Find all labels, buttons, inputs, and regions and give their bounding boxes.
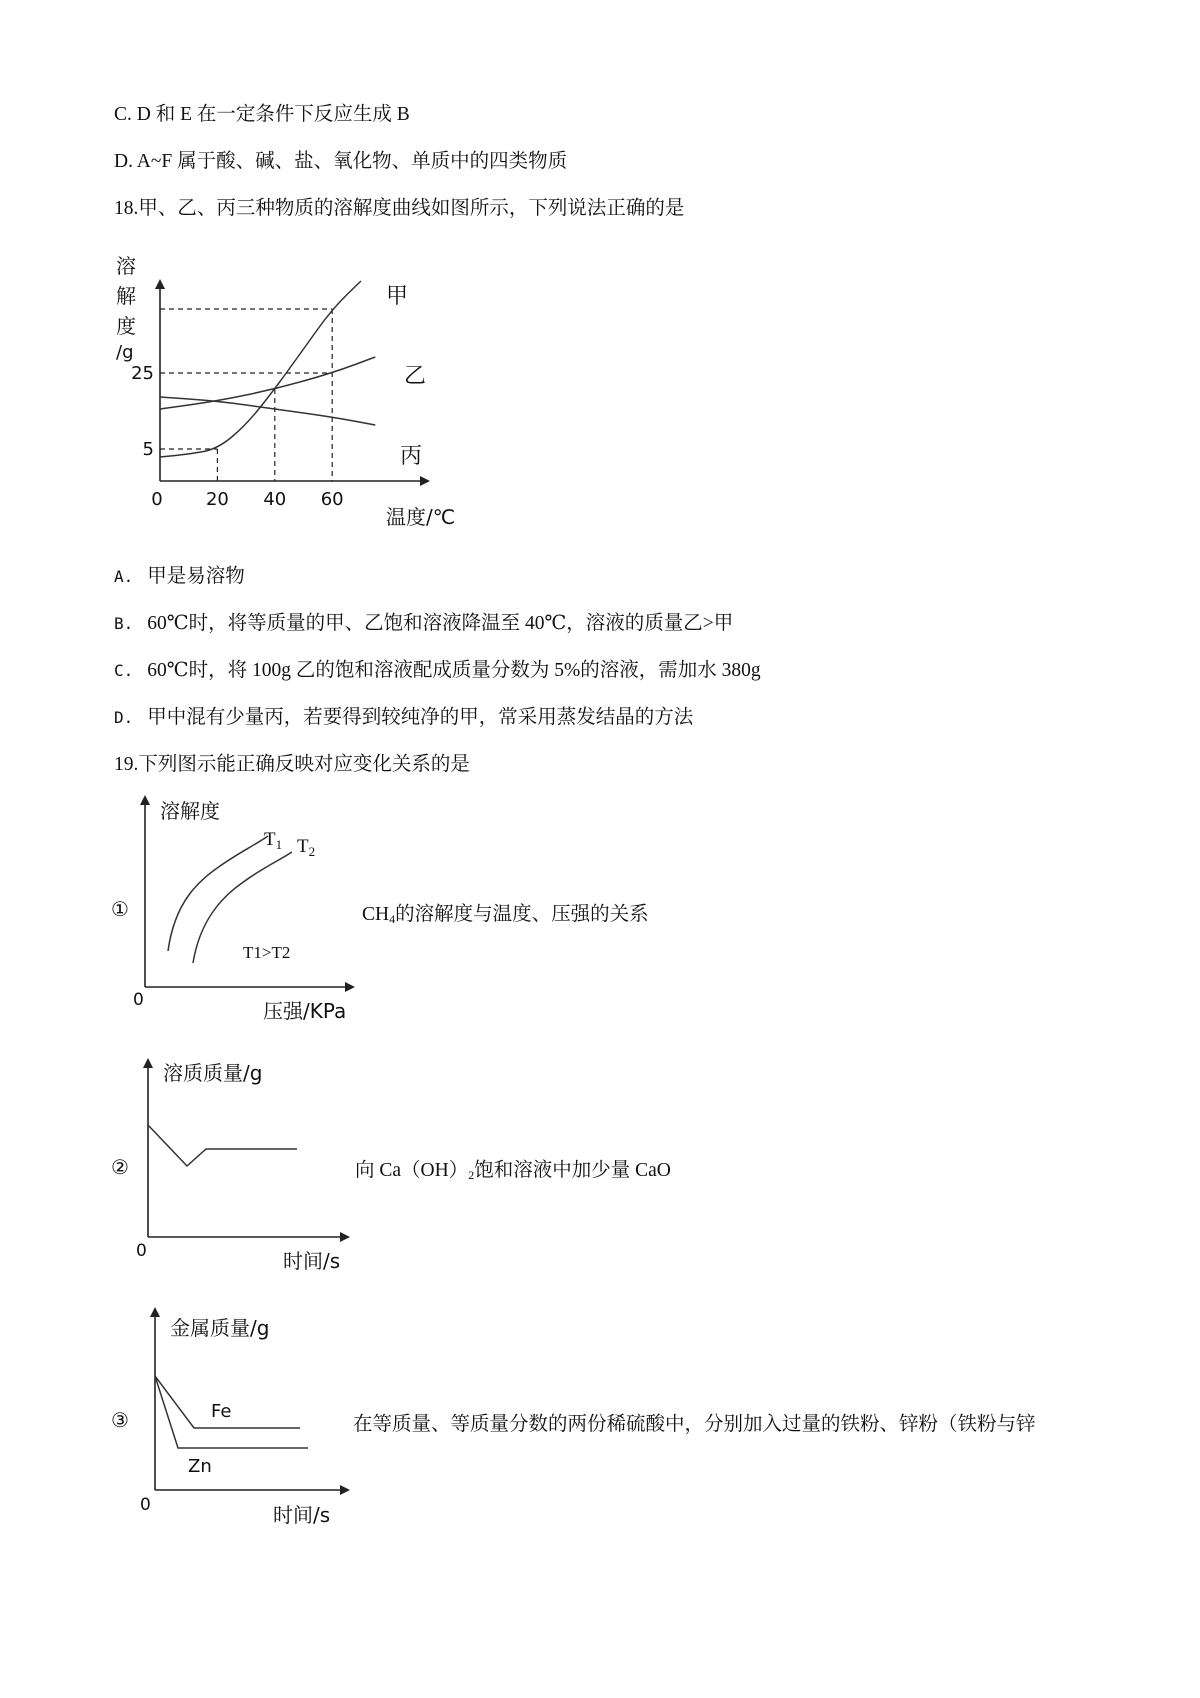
fig1-ylabel: 溶解度 bbox=[160, 799, 220, 823]
q18-xlabel: 温度/℃ bbox=[386, 505, 456, 529]
q18-xtick-20: 20 bbox=[205, 489, 229, 510]
q18-option-d-text: 甲中混有少量丙，若要得到较纯净的甲，常采用蒸发结晶的方法 bbox=[147, 707, 694, 728]
q18-ylabel-1: 溶 bbox=[116, 254, 136, 278]
q18-label-yi: 乙 bbox=[404, 364, 427, 389]
q18-option-c-text: 60℃时，将 100g 乙的饱和溶液配成质量分数为 5%的溶液，需加水 380g bbox=[147, 660, 761, 681]
fig1-label-t2: $T_2$ bbox=[297, 836, 316, 859]
question-19-stem: 19.下列图示能正确反映对应变化关系的是 bbox=[114, 754, 470, 775]
q18-option-c-label: C. bbox=[114, 661, 134, 680]
q18-label-bing: 丙 bbox=[400, 444, 423, 469]
q19-caption-1-pre: CH bbox=[362, 904, 390, 925]
q19-caption-1-sub: 4 bbox=[389, 912, 396, 926]
q18-label-jia: 甲 bbox=[386, 284, 409, 309]
q19-caption-3: 在等质量、等质量分数的两份稀硫酸中，分别加入过量的铁粉、锌粉（铁粉与锌 bbox=[353, 1414, 1036, 1435]
q18-option-a-text: 甲是易溶物 bbox=[147, 566, 245, 587]
q18-xtick-60: 60 bbox=[320, 489, 344, 510]
fig1-origin: 0 bbox=[133, 990, 144, 1010]
q18-xtick-0: 0 bbox=[151, 489, 163, 510]
q19-caption-2-post: 饱和溶液中加少量 CaO bbox=[474, 1160, 671, 1181]
question-18-stem: 18.甲、乙、丙三种物质的溶解度曲线如图所示，下列说法正确的是 bbox=[114, 198, 685, 219]
q18-ylabel-2: 解 bbox=[116, 284, 136, 308]
q18-option-d-label: D. bbox=[114, 708, 134, 727]
q18-option-b-label: B. bbox=[114, 614, 134, 633]
q19-caption-2-pre: 向 Ca（OH） bbox=[355, 1160, 469, 1181]
q19-marker-3: ③ bbox=[111, 1408, 129, 1432]
q18-ytick-5: 5 bbox=[142, 439, 154, 460]
fig2-ylabel: 溶质质量/g bbox=[163, 1061, 263, 1085]
fig3-label-zn: Zn bbox=[188, 1456, 212, 1477]
fig3-origin: 0 bbox=[140, 1495, 151, 1515]
q18-ytick-25: 25 bbox=[131, 363, 154, 384]
q17-option-c: C. D 和 E 在一定条件下反应生成 B bbox=[114, 104, 410, 125]
q18-ylabel-3: 度 bbox=[116, 314, 136, 338]
q18-ylabel-4: /g bbox=[116, 342, 134, 363]
fig1-annotation: T1>T2 bbox=[243, 943, 291, 962]
q19-marker-1: ① bbox=[111, 897, 129, 921]
q18-option-b-text: 60℃时，将等质量的甲、乙饱和溶液降温至 40℃，溶液的质量乙>甲 bbox=[147, 613, 734, 634]
q17-option-d: D. A~F 属于酸、碱、盐、氧化物、单质中的四类物质 bbox=[114, 151, 568, 172]
q19-marker-2: ② bbox=[111, 1155, 129, 1179]
q19-caption-1-post: 的溶解度与温度、压强的关系 bbox=[395, 904, 649, 925]
fig3-curve-zn bbox=[155, 1376, 308, 1448]
fig2-origin: 0 bbox=[136, 1241, 147, 1261]
fig1-label-t1: $T_1$ bbox=[264, 829, 283, 852]
q19-caption-2-sub: 2 bbox=[468, 1168, 475, 1182]
fig3-xlabel: 时间/s bbox=[273, 1503, 331, 1527]
q18-xtick-40: 40 bbox=[263, 489, 287, 510]
fig2-xlabel: 时间/s bbox=[283, 1249, 341, 1273]
fig3-ylabel: 金属质量/g bbox=[170, 1316, 270, 1340]
q18-option-a-label: A. bbox=[114, 567, 134, 586]
fig1-xlabel: 压强/KPa bbox=[263, 999, 347, 1023]
fig3-label-fe: Fe bbox=[211, 1401, 232, 1422]
